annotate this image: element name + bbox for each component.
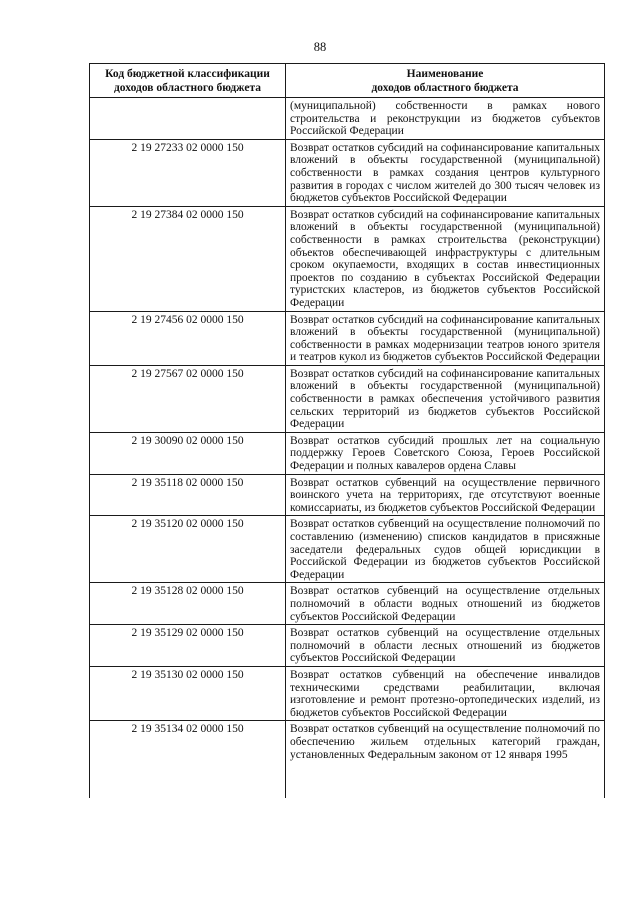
budget-code-cell: 2 19 35129 02 0000 150: [90, 625, 286, 667]
table-row: [90, 432, 605, 474]
revenue-name-cell: Возврат остатков субвенций на осуществление полномочий по составлению (изменению) списков кандидатов в присяжные заседатели федеральных судов общей юрисдикции в Российской Федерации из бюджетов субъектов Российской Федерации: [286, 516, 605, 583]
budget-code-cell: 2 19 27456 02 0000 150: [90, 311, 286, 365]
table-row: [90, 625, 605, 667]
revenue-name-cell: Возврат остатков субвенций на обеспечение инвалидов техническими средствами реабилитации, включая изготовление и ремонт протезно-ортопедических изделий, из бюджетов субъектов Российской Федерации: [286, 666, 605, 720]
table-row: [90, 516, 605, 583]
page-number: 88: [313, 40, 327, 54]
budget-code-cell: [90, 98, 286, 140]
budget-code-cell: 2 19 27384 02 0000 150: [90, 206, 286, 311]
table-row: [90, 139, 605, 206]
table-header-row: [90, 64, 605, 98]
budget-code-cell: 2 19 35128 02 0000 150: [90, 583, 286, 625]
table-row: [90, 721, 605, 799]
revenue-name-cell: Возврат остатков субвенций на осуществление отдельных полномочий в области лесных отношений из бюджетов субъектов Российской Федерации: [286, 625, 605, 667]
table-row: [90, 583, 605, 625]
table-row: [90, 474, 605, 516]
revenue-name-cell: Возврат остатков субвенций на осуществление полномочий по обеспечению жильем отдельных категорий граждан, установленных Федеральным законом от 12 января 1995: [286, 721, 605, 799]
budget-code-cell: 2 19 35120 02 0000 150: [90, 516, 286, 583]
budget-code-cell: 2 19 35134 02 0000 150: [90, 721, 286, 799]
header-code: Код бюджетной классификации доходов областного бюджета: [90, 64, 286, 98]
budget-code-cell: 2 19 35130 02 0000 150: [90, 666, 286, 720]
revenue-name-cell: (муниципальной) собственности в рамках нового строительства и реконструкции из бюджетов субъектов Российской Федерации: [286, 98, 605, 140]
budget-code-cell: 2 19 27567 02 0000 150: [90, 365, 286, 432]
budget-code-cell: 2 19 35118 02 0000 150: [90, 474, 286, 516]
revenue-name-cell: Возврат остатков субсидий на софинансирование капитальных вложений в объекты государственной (муниципальной) собственности в рамках обеспечения устойчивого развития сельских территорий из бюджетов субъектов Российской Федерации: [286, 365, 605, 432]
table-row: [90, 311, 605, 365]
revenue-name-cell: Возврат остатков субсидий на софинансирование капитальных вложений в объекты государственной (муниципальной) собственности в рамках создания центров культурного развития в городах с числом жителей до 300 тысяч человек из бюджетов субъектов Российской Федерации: [286, 139, 605, 206]
revenue-name-cell: Возврат остатков субсидий на софинансирование капитальных вложений в объекты государственной (муниципальной) собственности в рамках строительства (реконструкции) объектов обеспечивающей инфраструктуры с длительным сроком окупаемости, входящих в состав инвестиционных проектов по созданию в субъектах Российской Федерации туристских кластеров, из бюджетов субъектов Российской Федерации: [286, 206, 605, 311]
budget-code-cell: 2 19 30090 02 0000 150: [90, 432, 286, 474]
table-row: [90, 365, 605, 432]
header-name: Наименование доходов областного бюджета: [286, 64, 605, 98]
revenue-name-cell: Возврат остатков субсидий на софинансирование капитальных вложений в объекты государственной (муниципальной) собственности в рамках модернизации театров юного зрителя и театров кукол из бюджетов субъектов Российской Федерации: [286, 311, 605, 365]
budget-code-cell: 2 19 27233 02 0000 150: [90, 139, 286, 206]
table-row: [90, 206, 605, 311]
table-row: [90, 666, 605, 720]
revenue-name-cell: Возврат остатков субсидий прошлых лет на социальную поддержку Героев Советского Союза, Героев Российской Федерации и полных кавалеров ордена Славы: [286, 432, 605, 474]
revenue-name-cell: Возврат остатков субвенций на осуществление первичного воинского учета на территориях, где отсутствуют военные комиссариаты, из бюджетов субъектов Российской Федерации: [286, 474, 605, 516]
table-row: [90, 98, 605, 140]
revenue-name-cell: Возврат остатков субвенций на осуществление отдельных полномочий в области водных отношений из бюджетов субъектов Российской Федерации: [286, 583, 605, 625]
budget-classification-table: [89, 63, 605, 798]
